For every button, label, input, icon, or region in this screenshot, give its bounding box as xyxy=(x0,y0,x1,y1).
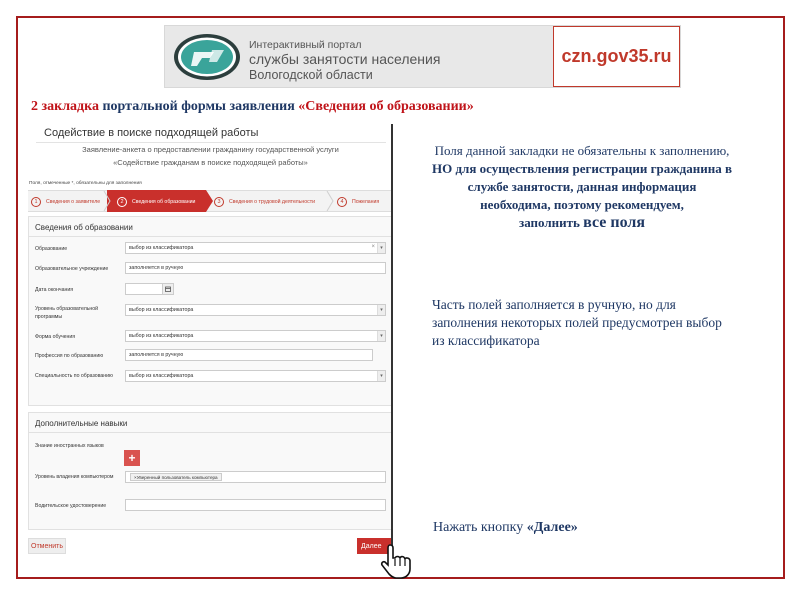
step-applicant[interactable] xyxy=(31,195,100,209)
section-divider xyxy=(29,236,392,237)
input-value: заполняется в ручную xyxy=(129,352,184,358)
note-manual-fill: Часть полей заполняется в ручную, но для заполнения некоторых полей предусмотрен выбор из классификатора xyxy=(432,297,722,348)
note3-text-a: Нажать кнопку xyxy=(433,520,524,535)
step-label: Сведения об образовании xyxy=(132,199,196,205)
form-subtitle-2: «Содействие гражданам в поиске подходящей работы» xyxy=(113,158,308,167)
field-label-license: Водительское удостоверение xyxy=(35,503,107,509)
education-select[interactable] xyxy=(125,242,386,254)
note-press-next xyxy=(433,520,578,536)
chevron-down-icon[interactable]: ▾ xyxy=(377,371,385,381)
banner-line2: службы занятости населения xyxy=(249,51,441,67)
step-separator-icon xyxy=(103,191,111,211)
institution-input[interactable] xyxy=(125,262,386,274)
slide-heading xyxy=(31,99,474,115)
profession-input[interactable] xyxy=(125,349,373,361)
step-label: Сведения о трудовой деятельности xyxy=(229,199,316,205)
portal-banner xyxy=(164,25,681,88)
step-label: Сведения о заявителе xyxy=(46,199,101,205)
note-fields-optional xyxy=(432,142,732,232)
banner-line3: Вологодской области xyxy=(249,68,373,82)
computer-level-select[interactable] xyxy=(125,471,386,483)
select-value: выбор из классификатора xyxy=(129,245,194,251)
heading-text: портальной формы заявления xyxy=(102,99,295,114)
tag-label: Уверенный пользователь компьютера xyxy=(136,474,218,480)
step-wishes[interactable] xyxy=(337,195,379,209)
select-value: выбор из классификатора xyxy=(129,307,194,313)
study-form-select[interactable] xyxy=(125,330,386,342)
form-screenshot xyxy=(28,124,393,558)
portal-logo-icon xyxy=(172,32,242,82)
step-education[interactable] xyxy=(117,195,195,209)
step-number: 3 xyxy=(214,197,224,207)
field-label-institution: Образовательное учреждение xyxy=(35,266,109,272)
add-language-button[interactable]: + xyxy=(124,450,140,466)
field-label-languages: Знание иностранных языков xyxy=(35,443,104,449)
input-value: заполняется в ручную xyxy=(129,265,184,271)
education-section xyxy=(28,216,393,406)
heading-tab-number: 2 закладка xyxy=(31,99,99,114)
note1-text-a: Поля данной закладки не обязательны к заполнению, xyxy=(434,143,730,158)
chevron-down-icon[interactable]: ▾ xyxy=(377,305,385,315)
graduation-date-input[interactable] xyxy=(125,283,174,295)
step-separator-icon xyxy=(326,191,334,211)
step-label: Пожелания xyxy=(352,199,380,205)
wizard-steps xyxy=(28,190,393,212)
step-number: 2 xyxy=(117,197,127,207)
specialty-select[interactable] xyxy=(125,370,386,382)
field-label-program-level: Уровень образовательной программы xyxy=(35,306,99,320)
portal-url: czn.gov35.ru xyxy=(553,26,680,87)
field-label-study-form: Форма обучения xyxy=(35,334,76,340)
note1-text-d: все поля xyxy=(583,214,646,231)
form-divider xyxy=(36,142,386,143)
step-number: 1 xyxy=(31,197,41,207)
note1-text-c: заполнить xyxy=(518,215,580,230)
chevron-down-icon[interactable]: ▾ xyxy=(377,331,385,341)
program-level-select[interactable] xyxy=(125,304,386,316)
note3-text-b: «Далее» xyxy=(526,520,578,535)
clear-icon[interactable]: × xyxy=(371,244,375,250)
section-divider xyxy=(29,432,392,433)
license-input[interactable] xyxy=(125,499,386,511)
step-number: 4 xyxy=(337,197,347,207)
calendar-icon[interactable] xyxy=(162,284,173,294)
form-subtitle-1: Заявление-анкета о предоставлении гражданину государственной услуги xyxy=(82,145,339,154)
cancel-button[interactable]: Отменить xyxy=(28,538,66,554)
field-label-profession: Профессия по образованию xyxy=(35,353,104,359)
field-label-graduation-date: Дата окончания xyxy=(35,287,74,293)
selected-tag[interactable]: × Уверенный пользователь компьютера xyxy=(130,473,222,481)
field-label-specialty: Специальность по образованию xyxy=(35,373,113,379)
step-work[interactable] xyxy=(214,195,315,209)
form-title: Содействие в поиске подходящей работы xyxy=(44,127,259,139)
note1-text-b: НО для осуществления регистрации гражданина в службе занятости, данная информация необходима, поэтому рекомендуем, xyxy=(432,161,732,212)
field-label-computer: Уровень владения компьютером xyxy=(35,474,114,480)
select-value: выбор из классификатора xyxy=(129,333,194,339)
skills-section-title: Дополнительные навыки xyxy=(35,419,128,428)
next-button[interactable]: Далее xyxy=(357,538,391,554)
banner-line1: Интерактивный портал xyxy=(249,39,362,51)
field-label-education: Образование xyxy=(35,246,68,252)
required-note: Поля, отмеченные *, обязательны для заполнения xyxy=(29,181,142,186)
select-value: выбор из классификатора xyxy=(129,373,194,379)
skills-section xyxy=(28,412,393,530)
education-section-title: Сведения об образовании xyxy=(35,223,133,232)
heading-tab-name: «Сведения об образовании» xyxy=(298,99,474,114)
chevron-down-icon[interactable]: ▾ xyxy=(377,243,385,253)
pointer-hand-icon xyxy=(378,542,416,580)
